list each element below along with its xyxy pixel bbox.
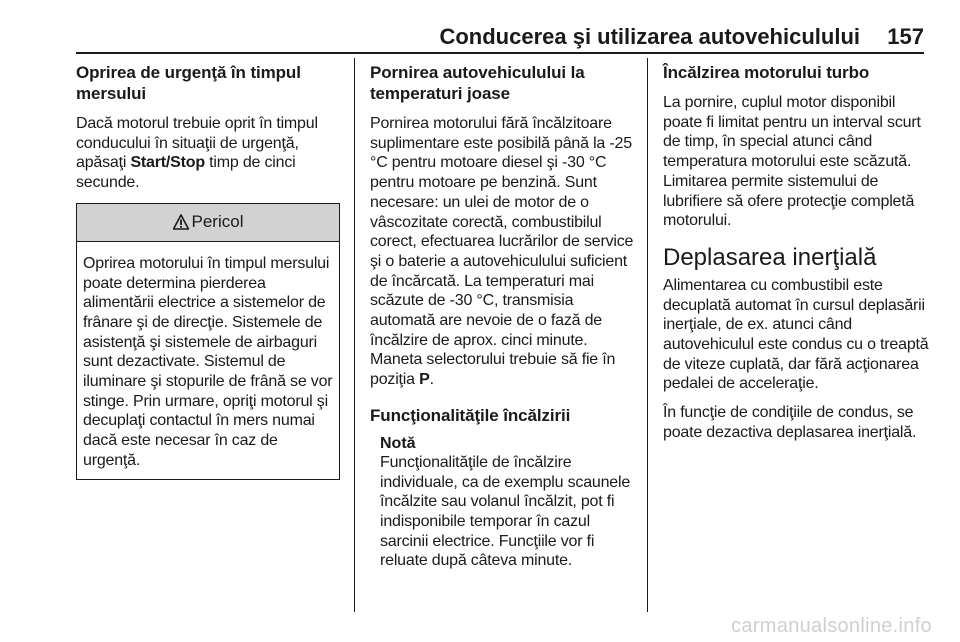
coasting-paragraph-2: În funcţie de condiţiile de condus, se poate dezactiva deplasarea inerţială. — [663, 404, 917, 441]
cold-start-heading: Pornirea autovehiculului la temperaturi joase — [370, 63, 585, 103]
note-text: Funcţionalităţile de încălzire individuale, ca de exemplu scaunele încălzite sau volanul încălzit, pot fi indisponibile temporar în cazul sarcinii electrice. Funcţiile vor fi reluate după câteva minute. — [380, 453, 631, 570]
column-right — [663, 62, 931, 443]
note-block — [370, 434, 640, 571]
danger-warning-box — [76, 203, 340, 480]
danger-warning-header — [77, 204, 339, 242]
page-header — [0, 0, 960, 58]
warning-triangle-icon — [173, 214, 189, 230]
column-left — [76, 62, 344, 480]
selector-position-p: P — [419, 371, 430, 389]
heating-functions-heading: Funcţionalităţile încălzirii — [370, 405, 571, 425]
emergency-stop-paragraph — [76, 114, 344, 193]
emergency-stop-text-1: Dacă motorul trebuie oprit în timpul conducului în situaţii de urgenţă, apăsaţi — [76, 115, 318, 172]
turbo-warmup-paragraph: La pornire, cuplul motor disponibil poate fi limitat pentru un interval scurt de timp, în special atunci când temperatura motorului este scăzută. Limitarea permite sistemului de lubrifiere să ofere protecţie completă motorului. — [663, 94, 921, 230]
column-middle — [370, 62, 640, 571]
watermark-footer: carmanualsonline.info — [731, 615, 932, 637]
header-rule — [76, 52, 924, 54]
turbo-warmup-heading: Încălzirea motorului turbo — [663, 63, 870, 82]
running-title: Conducerea şi utilizarea autovehiculului — [439, 24, 860, 49]
danger-warning-text: Oprirea motorului în timpul mersului poate determina pierderea alimentării electrice a sistemelor de frânare şi de direcţie. Sistemele de asistenţă şi sistemele de airbaguri sunt dezactivate. Sistemul de iluminare şi stopurile de frână se vor stinge. Prin urmare, opriţi motorul şi decuplaţi contactul în mers numai dacă este necesar în caz de urgenţă. — [83, 254, 333, 469]
start-stop-button-label: Start/Stop — [130, 154, 205, 172]
cold-start-paragraph — [370, 114, 640, 390]
emergency-stop-heading: Oprirea de urgenţă în timpul mersului — [76, 63, 301, 103]
coasting-paragraph-1: Alimentarea cu combustibil este decuplată automat în cursul deplasării inerţiale, de ex. atunci când autovehiculul este condus cu o treaptă de viteze cuplată, dar fără acţionarea pedalei de acceleraţie. — [663, 276, 929, 393]
cold-start-text-2: . — [429, 371, 434, 389]
page-number: 157 — [887, 24, 924, 49]
cold-start-text-1: Pornirea motorului fără încălzitoare suplimentare este posibilă până la -25 °C pentru motoare diesel şi -30 °C pentru motoare pe benzină. Sunt necesare: un ulei de motor de o vâscozitate corectă, combustibilul corect, efectuarea lucrărilor de service şi o baterie a autovehiculului suficient de încărcată. La temperaturi mai scăzute de -30 °C, transmisia automată are nevoie de o fază de încălzire de aprox. cinci minute. Maneta selectorului trebuie să fie în poziţia — [370, 115, 634, 389]
danger-warning-title: Pericol — [191, 212, 244, 232]
column-divider-2 — [647, 58, 648, 612]
note-title: Notă — [380, 434, 416, 452]
danger-warning-body — [77, 242, 339, 479]
column-divider-1 — [354, 58, 355, 612]
emergency-stop-text-2: timp de cinci secunde. — [76, 154, 296, 192]
coasting-section-title: Deplasarea inerţială — [663, 243, 877, 271]
